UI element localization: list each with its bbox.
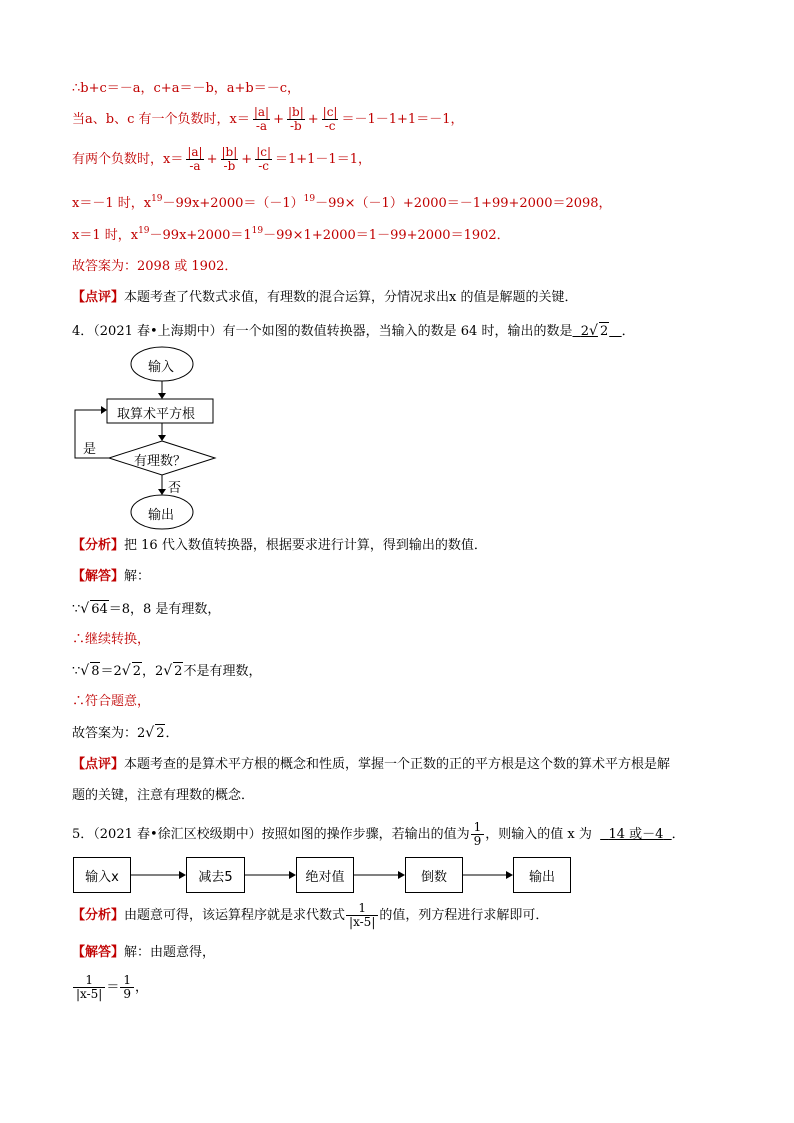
flow-decision-label: 有理数？ [134,454,187,469]
fraction-abs [346,902,378,929]
answer-4: 故答案为：2√ 2． [72,725,179,741]
fraction-c-den: -c [322,119,339,133]
fraction-b-den: -b [221,159,239,173]
solution-5-text: 解：由题意得， [124,945,216,960]
solution-4-line-3: ∵√ 8＝2√ 2，2√ 2不是有理数， [72,663,262,679]
flow2-step3-label: 倒数 [420,869,447,885]
fraction-a-den: -a [253,119,270,133]
line-1: ∴b+c＝－a，c+a＝－b，a+b＝－c， [72,81,301,96]
fraction-a-den: -a [186,159,203,173]
line-5-b: －99x+2000＝1 [149,228,252,243]
fraction-b-den: -b [287,119,305,133]
analysis-5-text-b: 的值，列方程进行求解即可． [379,908,549,923]
answer-coef: 2 [580,324,590,339]
flow2-step2-label: 绝对值 [305,869,345,885]
flow2-step2-box [296,857,354,893]
fraction-den: |x-5| [346,915,378,929]
question-5-text: 5．（2021 春•徐汇区校级期中）按照如图的操作步骤，若输出的值为 [72,827,470,842]
fraction-den: |x-5| [73,987,105,1001]
solution-5 [72,944,215,962]
fraction-a-num: |a| [187,145,203,159]
comment-4-text: 本题考查的是算术平方根的概念和性质，掌握一个正数的正的平方根是这个数的算术平方根是解 [124,757,671,772]
flow-no-label: 否 [168,481,182,496]
line-2-suffix: ＝－1－1+1＝－1， [341,112,464,127]
answer-3: 故答案为：2098 或 1902． [72,259,238,274]
fraction-b-num: |b| [221,145,238,159]
analysis-tag: 【分析】 [72,538,125,553]
line-3-prefix: 有两个负数时，x＝ [72,152,184,167]
plus-sign: + [273,112,284,127]
flow2-step3-box [405,857,463,893]
answer-radicand: 2 [599,324,609,339]
fraction-abs [73,974,105,1001]
fraction-den: 9 [120,987,134,1001]
fraction-b-num: |b| [287,105,304,119]
flow2-output-box [513,857,571,893]
fraction-num: 1 [85,973,93,987]
question-5-answer: 14 或－4 [608,827,664,842]
line-5-c: －99×1+2000＝1－99+2000＝1902． [263,228,510,243]
line-4-b: －99x+2000＝（－1） [162,196,304,211]
fraction-num: 1 [123,973,131,987]
because-symbol: ∵ [72,664,81,679]
solution-4-line-1: ∵√ 64＝8，8 是有理数， [72,601,221,617]
analysis-tag: 【分析】 [72,908,125,923]
radicand: 2 [174,664,183,679]
flow2-input-box [73,857,131,893]
fraction-num: 1 [473,820,482,834]
analysis-4-text: 把 16 代入数值转换器，根据要求进行计算，得到输出的数值． [124,538,487,553]
comment-4-line-2: 题的关键，注意有理数的概念． [72,788,255,803]
equals-sign: ＝ [106,980,120,995]
radicand: 2 [132,664,141,679]
radicand: 8 [91,664,100,679]
solution-4-line-1-text: ＝8，8 是有理数， [108,602,221,617]
fraction-c-den: -c [255,159,272,173]
analysis-5 [72,902,548,929]
because-symbol: ∵ [72,602,81,617]
question-4: 4．（2021 春•上海期中）有一个如图的数值转换器，当输入的数是 64 时，输出的数是 2√ 2 ． [72,323,635,339]
plus-sign: + [241,152,253,167]
radicand: 2 [156,726,165,741]
radicand: 64 [91,602,108,617]
comment-tag: 【点评】 [72,290,125,305]
flow2-input-label: 输入x [85,869,119,885]
period: ． [671,827,685,842]
question-4-answer: 2√ 2 [580,323,609,339]
text: 不是有理数， [183,664,262,679]
question-4-text: 4．（2021 春•上海期中）有一个如图的数值转换器，当输入的数是 64 时，输出的数是 [72,324,573,339]
exponent: 19 [138,226,150,236]
flow2-output-label: 输出 [528,869,555,885]
equation [72,974,148,1001]
exponent: 19 [303,194,316,204]
flow-yes-label: 是 [83,442,97,457]
fraction-c-num: |c| [256,145,271,159]
answer-4-text: 故答案为：2 [72,726,146,741]
plus-sign: + [307,112,319,127]
comma: ， [135,980,149,995]
fraction-den: 9 [471,834,485,848]
flow-sqrt-label: 取算术平方根 [117,407,196,422]
analysis-5-text: 由题意可得，该运算程序就是求代数式 [124,908,346,923]
comment-3-text: 本题考查了代数式求值，有理数的混合运算，分情况求出x 的值是解题的关键． [124,290,578,305]
comment-tag: 【点评】 [72,757,125,772]
line-4-c: －99×（－1）+2000＝－1+99+2000＝2098， [315,196,612,211]
solution-tag: 【解答】 [72,945,125,960]
text: ＝2 [100,664,122,679]
solution-4-line-4: ∴符合题意， [72,694,151,709]
exponent: 19 [251,226,264,236]
text: ，2 [141,664,164,679]
flow2-step1-box [186,857,245,893]
period: ． [165,726,179,741]
flow-output-label: 输出 [148,508,175,523]
fraction-one-ninth [120,974,134,1001]
flow2-step1-label: 减去5 [198,869,233,885]
line-5-a: x＝1 时，x [72,228,139,243]
question-5-text-b: ，则输入的值 x 为 [485,827,592,842]
exponent: 19 [151,194,163,204]
plus-sign: + [206,152,218,167]
fraction-a-num: |a| [253,105,270,119]
fraction-c-num: |c| [322,105,338,119]
solution-4-line-2: ∴继续转换， [72,632,151,647]
line-4-a: x＝－1 时，x [72,196,152,211]
fraction-num: 1 [358,901,367,915]
solution-tag: 【解答】 [72,569,125,584]
flow-input-label: 输入 [148,360,175,375]
line-2-prefix: 当a、b、c 有一个负数时，x＝ [72,112,250,127]
line-3-suffix: ＝1+1－1＝1， [275,152,371,167]
solution-4-start: 解： [124,569,151,584]
